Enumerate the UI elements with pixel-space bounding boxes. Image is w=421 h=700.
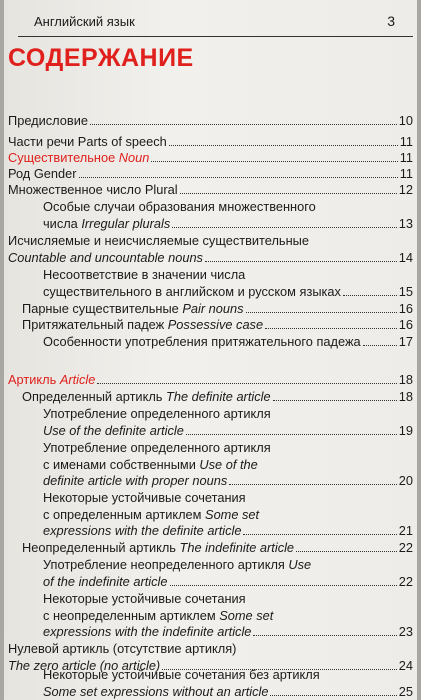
toc-page-number: 21 — [398, 523, 413, 538]
toc-entry-countable-nouns[interactable] — [8, 233, 413, 266]
dot-leader — [273, 389, 397, 401]
dot-leader — [243, 523, 396, 535]
toc-entry-text: с неопределенным артиклем — [43, 607, 220, 623]
toc-entry-preface[interactable] — [8, 113, 413, 130]
toc-entry-text: Употребление определенного артикля — [43, 440, 271, 455]
dot-leader — [151, 150, 397, 162]
toc-entry-text: Притяжательный падеж — [22, 317, 168, 332]
toc-entry-text-en: Some set — [205, 506, 260, 522]
dot-leader — [97, 372, 396, 384]
toc-entry-pair-nouns[interactable] — [22, 301, 413, 318]
toc-entry-text-en: The indefinite article — [179, 540, 295, 555]
toc-page-number: 13 — [398, 215, 413, 231]
toc-entry-indefinite-set-expressions[interactable] — [43, 591, 413, 641]
toc-entry-parts-of-speech[interactable] — [8, 134, 413, 151]
dot-leader — [253, 624, 396, 636]
toc-entry-text-en: Use — [288, 557, 312, 572]
toc-page-number: 11 — [399, 150, 413, 165]
toc-page-number: 23 — [398, 624, 413, 639]
toc-entry-text: Особенности употребления притяжательного падежа — [43, 334, 361, 349]
toc-entry-text-en: Use of the — [199, 456, 258, 472]
dot-leader — [270, 684, 396, 696]
toc-entry-text: Некоторые устойчивые сочетания — [43, 490, 246, 505]
dot-leader — [170, 574, 397, 586]
toc-entry-text-en: The zero article (no article) — [8, 657, 161, 673]
toc-entry-text: Употребление неопределенного артикля — [43, 557, 289, 572]
toc-page-number: 19 — [398, 422, 413, 438]
toc-page-number: 18 — [398, 389, 413, 404]
toc-entry-definite-article[interactable] — [22, 389, 413, 406]
dot-leader — [246, 301, 397, 313]
toc-entry-text-en: Article — [59, 372, 96, 387]
toc-page-number: 18 — [398, 372, 413, 387]
toc-entry-indefinite-article[interactable] — [22, 540, 413, 557]
toc-entry-text: Исчисляемые и неисчисляемые существительные — [8, 233, 309, 248]
toc-entry-definite-set-expressions[interactable] — [43, 490, 413, 540]
toc-entry-definite-usage[interactable] — [43, 406, 413, 439]
toc-entry-text-en: Some set expressions without an article — [43, 683, 269, 699]
dot-leader — [79, 166, 398, 178]
toc-page-number: 16 — [398, 317, 413, 332]
toc-page-number: 14 — [398, 249, 413, 265]
toc-entry-text-en: Noun — [118, 150, 150, 165]
toc-entry-zero-set-expressions[interactable] — [43, 667, 413, 700]
toc-entry-plural[interactable] — [8, 182, 413, 199]
dot-leader — [172, 216, 397, 228]
toc-entry-text-en: expressions with the definite article — [43, 523, 242, 538]
toc-entry-text-en: Irregular plurals — [81, 215, 171, 231]
toc-page-number: 25 — [398, 683, 413, 699]
toc-entry-text-en: Possessive case — [167, 317, 264, 332]
toc-entry-text-en: Some set — [219, 607, 274, 623]
toc-entry-text: Артикль — [8, 372, 60, 387]
toc-entry-text: существительного в английском и русском языках — [43, 283, 341, 299]
toc-entry-irregular-plurals[interactable] — [43, 199, 413, 232]
toc-entry-text-en: The definite article — [166, 389, 271, 404]
toc-page-number: 15 — [398, 283, 413, 299]
toc-entry-text: Нулевой артикль (отсутствие артикля) — [8, 641, 237, 656]
toc-entry-text-en: Pair nouns — [182, 301, 244, 316]
toc-entry-text-en: expressions with the indefinite article — [43, 624, 252, 639]
book-subject: Английский язык — [34, 14, 135, 29]
toc-entry-text-en: definite article with proper nouns — [43, 473, 228, 488]
dot-leader — [180, 182, 397, 194]
toc-entry-text-en: of the indefinite article — [43, 573, 168, 589]
toc-page-number: 17 — [398, 334, 413, 349]
toc-entry-text: числа — [43, 215, 82, 231]
toc-entry-text: Некоторые устойчивые сочетания — [43, 591, 246, 606]
toc-entry-text: Употребление определенного артикля — [43, 406, 271, 421]
toc-page-number: 22 — [398, 540, 413, 555]
toc-page-number: 20 — [398, 473, 413, 488]
toc-entry-text: Части речи Parts of speech — [8, 134, 167, 149]
dot-leader — [186, 423, 397, 435]
toc-entry-text: Парные существительные — [22, 301, 183, 316]
dot-leader — [229, 473, 397, 485]
toc-entry-text: Род Gender — [8, 166, 77, 181]
toc-entry-text: Определенный артикль — [22, 389, 167, 404]
toc-entry-text-en: Use of the definite article — [43, 422, 184, 438]
toc-entry-noun[interactable] — [8, 150, 413, 167]
toc-page-number: 22 — [398, 573, 413, 589]
toc-entry-text: Существительное — [8, 150, 119, 165]
toc-entry-text: с именами собственными — [43, 456, 200, 472]
toc-entry-text: с определенным артиклем — [43, 506, 206, 522]
toc-entry-text: Предисловие — [8, 113, 88, 128]
toc-page-number: 12 — [398, 182, 413, 197]
toc-entry-possessive-usage[interactable] — [43, 334, 413, 351]
toc-entry-article[interactable] — [8, 372, 413, 389]
toc-entry-gender[interactable] — [8, 166, 413, 183]
toc-page-number: 11 — [399, 134, 413, 149]
dot-leader — [205, 250, 397, 262]
toc-page-number: 11 — [399, 166, 413, 181]
toc-entry-indefinite-usage[interactable] — [43, 557, 413, 590]
page-number: 3 — [387, 13, 395, 29]
toc-page-number: 24 — [398, 657, 413, 673]
toc-entry-text-en: Countable and uncountable nouns — [8, 249, 203, 265]
dot-leader — [265, 317, 397, 329]
toc-entry-text: Несоответствие в значении числа — [43, 267, 246, 282]
toc-page-number: 16 — [398, 301, 413, 316]
dot-leader — [296, 540, 397, 552]
toc-title: СОДЕРЖАНИЕ — [8, 44, 194, 72]
toc-page-number: 10 — [398, 113, 413, 128]
toc-entry-text: Неопределенный артикль — [22, 540, 180, 555]
dot-leader — [169, 134, 398, 146]
toc-entry-number-mismatch[interactable] — [43, 267, 413, 300]
dot-leader — [363, 334, 397, 346]
toc-entry-text: Множественное число Plural — [8, 182, 178, 197]
toc-entry-definite-proper-nouns[interactable] — [43, 440, 413, 490]
dot-leader — [343, 284, 397, 296]
toc-entry-text: Некоторые устойчивые сочетания без артикля — [43, 667, 320, 682]
toc-entry-text: Особые случаи образования множественного — [43, 199, 316, 214]
toc-entry-possessive-case[interactable] — [22, 317, 413, 334]
dot-leader — [90, 113, 397, 125]
